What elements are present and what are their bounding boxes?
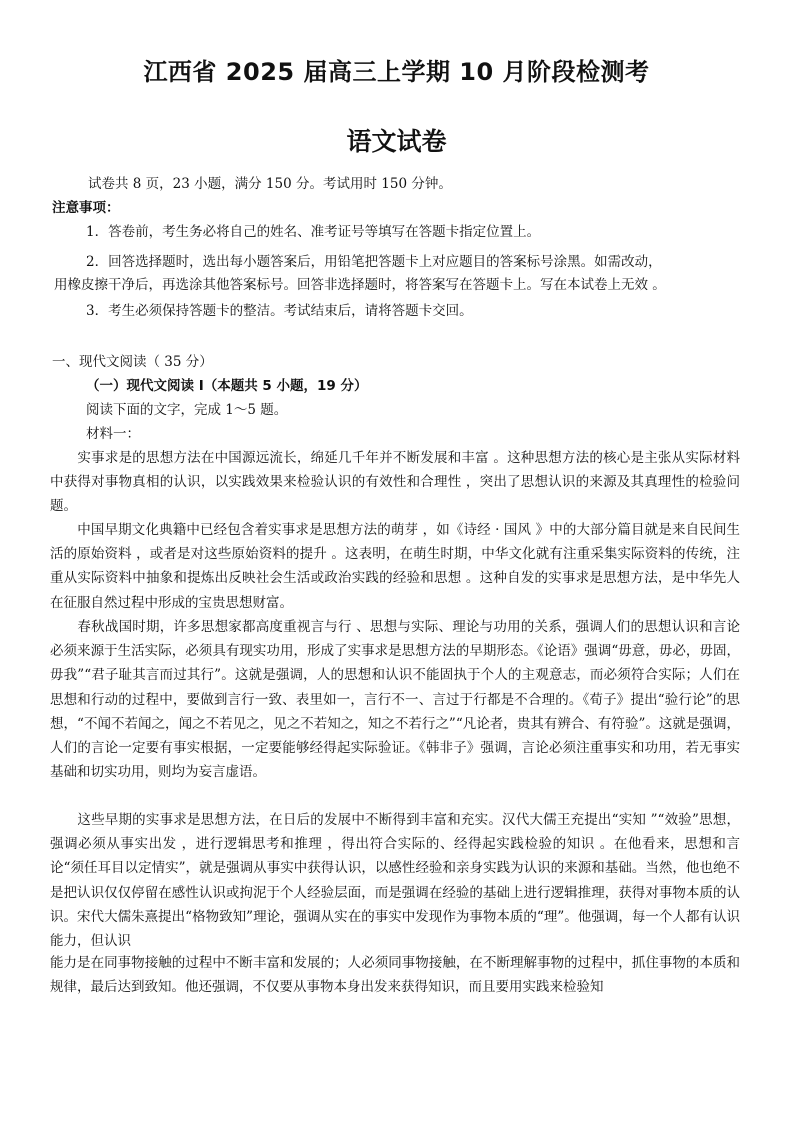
section-heading: 一、现代文阅读（ 35 分） (52, 354, 213, 370)
exam-subtitle: 语文试卷 (346, 127, 447, 156)
notice-item-2-line-2: 用橡皮擦干净后，再选涂其他答案标号。回答非选择题时，将答案写在答题卡上。写在本试卷上无效 。 (54, 277, 666, 293)
notice-item-1: 1．答卷前，考生务必将自己的姓名、准考证号等填写在答题卡指定位置上。 (86, 224, 541, 240)
passage-paragraph-1: 实事求是的思想方法在中国源远流长，绵延几千年并不断发展和丰富 。这种思想方法的核心是主张从实际材料中获得对事物真相的认识，以实践效果来检验认识的有效性和合理性 ，突出了思想认识的来源及其真理性的检验问题。 (50, 450, 740, 515)
notice-heading: 注意事项： (52, 200, 120, 216)
material-label: 材料一： (86, 426, 140, 442)
notice-item-2-line-1: 2．回答选择题时，选出每小题答案后，用铅笔把答题卡上对应题目的答案标号涂黑。如需改动， (86, 254, 662, 270)
passage-paragraph-4: 这些早期的实事求是思想方法，在日后的发展中不断得到丰富和充实。汉代大儒王充提出“实知 ”“效验”思想，强调必须从事实出发 ，进行逻辑思考和推理 ，得出符合实际的、经得起实践检验的知识 。在他看来，思想和言论“须任耳目以定情实”，就是强调从事实中获得认识，以感性经验和亲身实践为认识的来源和基础。当然，他也绝不是把认识仅仅停留在感性认识或拘泥于个人经验层面，而是强调在经验的基础上进行逻辑推理，获得对事物本质的认识。宋代大儒朱熹提出“格物致知”理论，强调从实在的事实中发现作为事物本质的“理”。他强调，每一个人都有认识能力，但认识 (50, 812, 740, 950)
passage-paragraph-3: 春秋战国时期，许多思想家都高度重视言与行 、思想与实际、理论与功用的关系，强调人们的思想认识和言论必须来源于生活实际，必须具有现实功用，形成了实事求是思想方法的早期形态。《论语》强调“毋意，毋必，毋固，毋我”“君子耻其言而过其行”。这就是强调，人的思想和认识不能固执于个人的主观意志，而必须符合实际；人们在思想和行动的过程中，要做到言行一致、表里如一，言行不一、言过于行都是不合理的。《荀子》提出“验行论”的思想，“不闻不若闻之，闻之不若见之，见之不若知之，知之不若行之”“凡论者，贵其有辨合、有符验”。这就是强调，人们的言论一定要有事实根据，一定要能够经得起实际验证。《韩非子》强调，言论必须注重事实和功用，若无事实基础和切实功用，则均为妄言虚语。 (50, 619, 740, 781)
sub-section-heading: （一）现代文阅读 I（本题共 5 小题，19 分） (86, 378, 368, 394)
exam-title: 江西省 2025 届高三上学期 10 月阶段检测考 (143, 58, 650, 86)
passage-paragraph-2: 中国早期文化典籍中已经包含着实事求是思想方法的萌芽 ，如《诗经 · 国风 》中的大部分篇目就是来自民间生活的原始资料 ，或者是对这些原始资料的提升 。这表明，在萌生时期，中华文化就有注重采集实际资料的传统，注重从实际资料中抽象和提炼出反映社会生活或政治实践的经验和思想 。这种自发的实事求是思想方法，是中华先人在征服自然过程中形成的宝贵思想财富。 (50, 522, 740, 611)
exam-info: 试卷共 8 页，23 小题，满分 150 分。考试用时 150 分钟。 (88, 176, 452, 192)
reading-instruction: 阅读下面的文字，完成 1～5 题。 (86, 402, 288, 418)
notice-item-3: 3．考生必须保持答题卡的整洁。考试结束后，请将答题卡交回。 (86, 303, 473, 319)
passage-paragraph-5: 能力是在同事物接触的过程中不断丰富和发展的；人必须同事物接触，在不断理解事物的过程中，抓住事物的本质和规律，最后达到致知。他还强调，不仅要从事物本身出发来获得知识，而且要用实践来检验知 (50, 955, 740, 996)
